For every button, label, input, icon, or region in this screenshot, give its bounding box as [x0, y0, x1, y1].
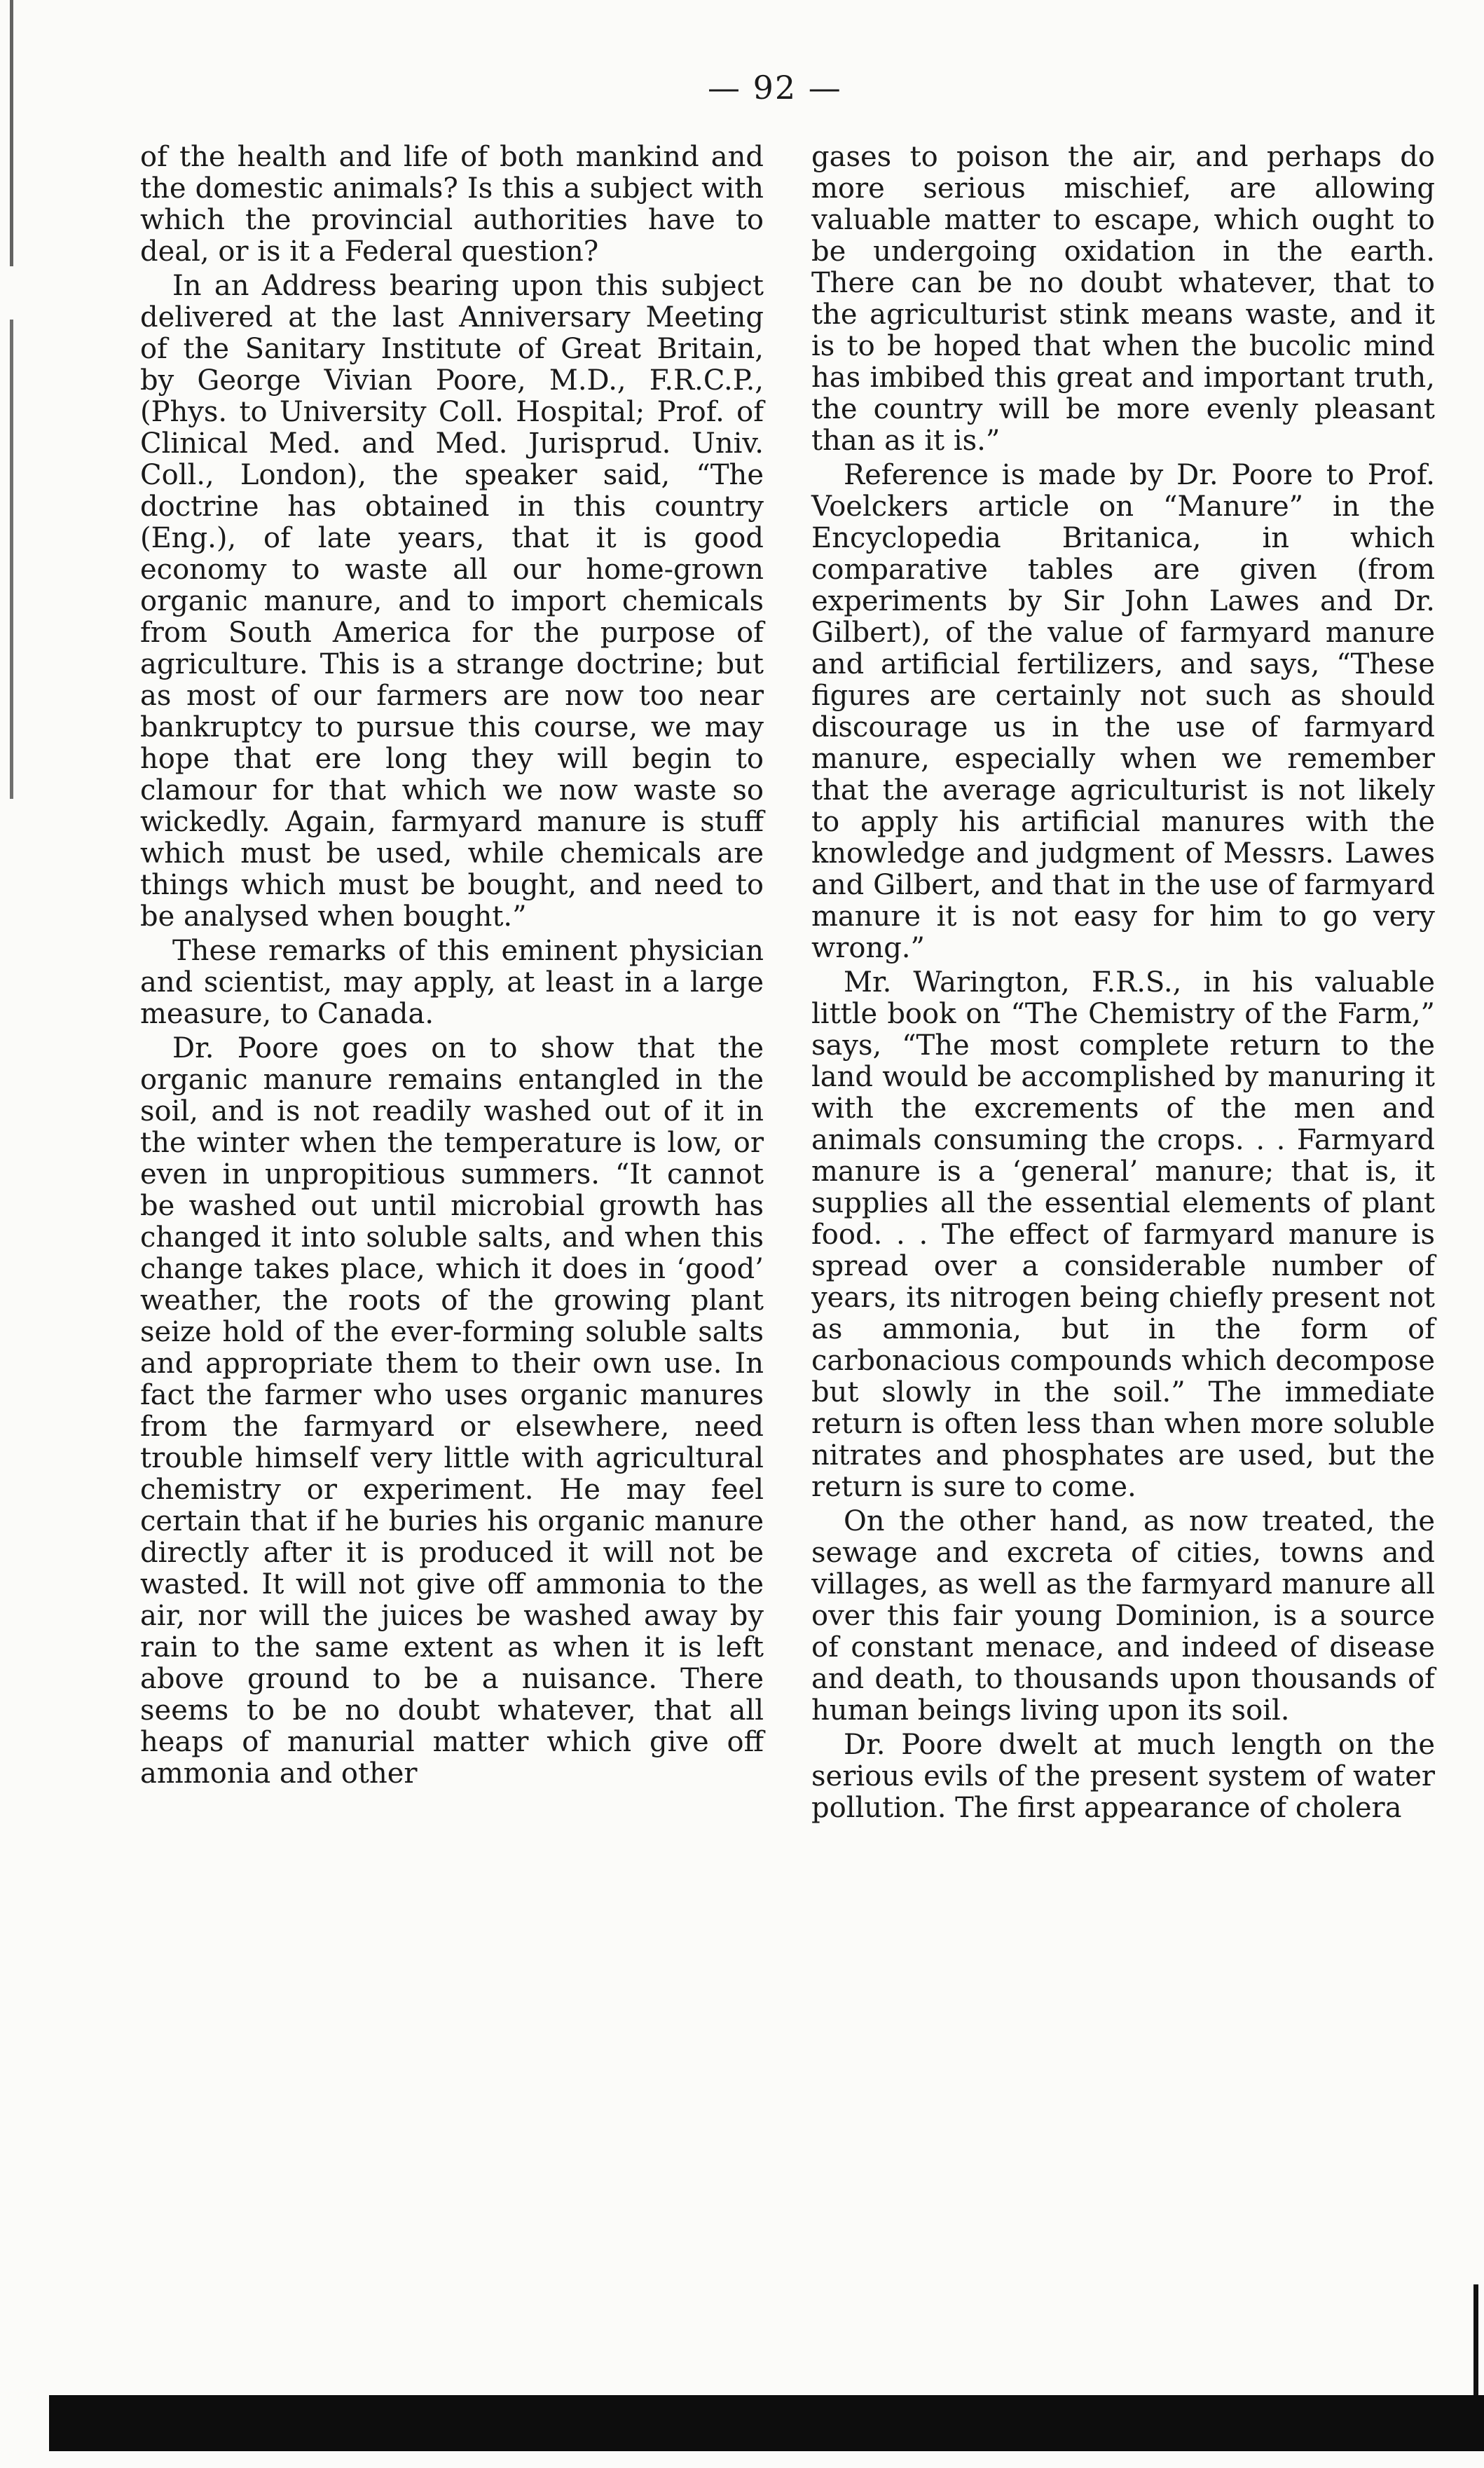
left-column [140, 142, 764, 1792]
scan-edge-mark [1473, 2284, 1478, 2397]
paragraph: gases to poison the air, and perhaps do more serious mischief, are allowing valuable matter to escape, which ought to be undergoing oxidation in the earth. There can be no doubt whatever, that to the agriculturist stink means waste, and it is to be hoped that when the bucolic mind has imbibed this great and important truth, the country will be more evenly pleasant than as it is.” [811, 141, 1435, 457]
paragraph: Dr. Poore dwelt at much length on the serious evils of the present system of water pollution. The first appearance of cholera [811, 1729, 1435, 1824]
page-number: — 92 — [708, 69, 842, 107]
scan-edge-mark [10, 0, 13, 1331]
paragraph: Dr. Poore goes on to show that the organic manure remains entangled in the soil, and is not readily washed out of it in the winter when the temperature is low, or even in unpropitious summers. “It cannot be washed out until microbial growth has changed it into soluble salts, and when this change takes place, which it does in ‘good’ weather, the roots of the growing plant seize hold of the ever-forming soluble salts and appropriate them to their own use. In fact the farmer who uses organic manures from the farmyard or elsewhere, need trouble himself very little with agricultural chemistry or experiment. He may feel certain that if he buries his organic manure directly after it is produced it will not be wasted. It will not give off ammonia to the air, nor will the juices be washed away by rain to the same extent as when it is left above ground to be a nuisance. There seems to be no doubt whatever, that all heaps of manurial matter which give off ammonia and other [140, 1032, 764, 1790]
paragraph: Reference is made by Dr. Poore to Prof. Voelckers article on “Manure” in the Encyclopedia Britanica, in which comparative tables are given (from experiments by Sir John Lawes and Dr. Gilbert), of the value of farmyard manure and artificial fertilizers, and says, “These figures are certainly not such as should discourage us in the use of farmyard manure, especially when we remember that the average agriculturist is not likely to apply his artificial manures with the knowledge and judgment of Messrs. Lawes and Gilbert, and that in the use of farmyard manure it is not easy for him to go very wrong.” [811, 459, 1435, 964]
paragraph: In an Address bearing upon this subject delivered at the last Anniversary Meeting of the Sanitary Institute of Great Britain, by George Vivian Poore, M.D., F.R.C.P., (Phys. to University Coll. Hospital; Prof. of Clinical Med. and Med. Jurisprud. Univ. Coll., London), the speaker said, “The doctrine has obtained in this country (Eng.), of late years, that it is good economy to waste all our home-grown organic manure, and to import chemicals from South America for the purpose of agriculture. This is a strange doctrine; but as most of our farmers are now too near bankruptcy to pursue this course, we may hope that ere long they will begin to clamour for that which we now waste so wickedly. Again, farmyard manure is stuff which must be used, while chemicals are things which must be bought, and need to be analysed when bought.” [140, 270, 764, 933]
paragraph: Mr. Warington, F.R.S., in his valuable little book on “The Chemistry of the Farm,” says, “The most complete return to the land would be accomplished by manuring it with the excrements of the men and animals consuming the crops. . . Farmyard manure is a ‘general’ manure; that is, it supplies all the essential elements of plant food. . . The effect of farmyard manure is spread over a considerable number of years, its nitrogen being chiefly present not as ammonia, but in the form of carbonacious compounds which decompose but slowly in the soil.” The immediate return is often less than when more soluble nitrates and phosphates are used, but the return is sure to come. [811, 966, 1435, 1503]
paragraph: of the health and life of both mankind and the domestic animals? Is this a subject with which the provincial authorities have to deal, or is it a Federal question? [140, 141, 764, 268]
right-column [811, 142, 1435, 1827]
bottom-scan-border [49, 2395, 1484, 2451]
paragraph: These remarks of this eminent physician and scientist, may apply, at least in a large measure, to Canada. [140, 935, 764, 1030]
paragraph: On the other hand, as now treated, the sewage and excreta of cities, towns and villages, as well as the farmyard manure all over this fair young Dominion, is a source of constant menace, and indeed of disease and death, to thousands upon thousands of human beings living upon its soil. [811, 1505, 1435, 1727]
